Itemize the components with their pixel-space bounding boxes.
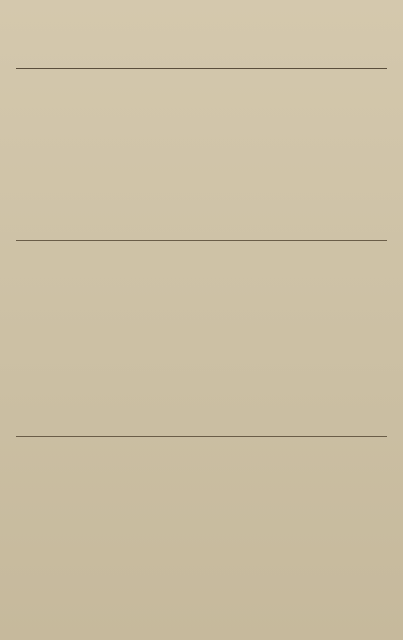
text-row-2 <box>16 246 387 432</box>
header-rule <box>16 68 387 69</box>
page-header <box>18 44 385 66</box>
row-divider <box>16 436 387 437</box>
row-divider <box>16 240 387 241</box>
text-row-3 <box>16 442 387 610</box>
text-row-1 <box>16 76 387 236</box>
